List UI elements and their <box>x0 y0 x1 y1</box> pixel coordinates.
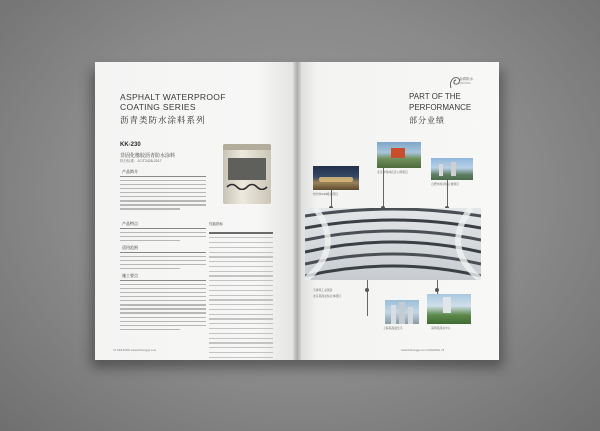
caption-bottom-left-2: 北京某商业综合体项目 <box>313 294 341 298</box>
caption-top-left: 杭州市G20峰会项目 <box>313 192 338 196</box>
left-page <box>95 62 297 360</box>
caption-bottom-middle: 上海某高层住宅 <box>383 326 403 330</box>
logo-subtext: KINHONG <box>459 82 471 85</box>
wave-graphic <box>226 182 268 190</box>
performance-table <box>209 228 273 358</box>
project-photo-park <box>377 142 421 168</box>
brochure-spread <box>95 62 499 362</box>
left-title-line1: ASPHALT WATERPROOF <box>120 92 226 102</box>
caption-bottom-right: 深圳某商业中心 <box>431 326 451 330</box>
right-title-cn: 部分业绩 <box>409 116 445 125</box>
book-spine <box>293 62 301 360</box>
connector-dot <box>435 288 439 292</box>
left-footer: 72 KINHONG www.kinhonggs.com <box>113 348 157 352</box>
caption-top-right: 合肥市政府综合楼项目 <box>431 182 459 186</box>
logo-text: 金鸿防水 <box>459 77 473 81</box>
right-page <box>297 62 499 360</box>
section-scope <box>120 244 206 269</box>
curved-building-graphic <box>305 208 481 280</box>
right-title-line1: PART OF THE <box>409 92 461 101</box>
left-title-line2: COATING SERIES <box>120 102 196 112</box>
section-construction <box>120 272 206 330</box>
section-heading: 产品简介 <box>120 168 206 177</box>
project-photo-city <box>431 158 473 180</box>
project-photo-curved-building <box>305 208 481 280</box>
section-heading: 产品特点 <box>120 220 206 229</box>
right-title-line2: PERFORMANCE <box>409 103 472 112</box>
section-heading: 适用范围 <box>120 244 206 253</box>
connector-dot <box>365 288 369 292</box>
product-name: 非固化橡胶沥青防水涂料 <box>120 153 176 159</box>
project-photo-towers <box>385 300 419 324</box>
connector-line <box>367 280 368 316</box>
project-photo-stadium <box>313 166 359 190</box>
caption-top-middle: 北京市奥林匹克公园项目 <box>377 170 408 174</box>
section-intro <box>120 168 206 210</box>
product-standard: 执行标准：JC/T2428-2017 <box>120 159 162 163</box>
left-title-cn: 沥青类防水涂料系列 <box>120 115 206 125</box>
caption-bottom-left-1: 天津某工业园区 <box>313 288 333 292</box>
project-photo-garden <box>427 294 471 324</box>
right-footer: www.kinhonggs.com KINHONG 73 <box>401 348 445 352</box>
table-heading: 性能指标 <box>209 222 223 226</box>
connector-line <box>383 168 384 208</box>
section-features <box>120 220 206 241</box>
section-heading: 施工要点 <box>120 272 206 281</box>
product-code: KK-230 <box>120 142 141 148</box>
product-can-image <box>223 144 271 204</box>
